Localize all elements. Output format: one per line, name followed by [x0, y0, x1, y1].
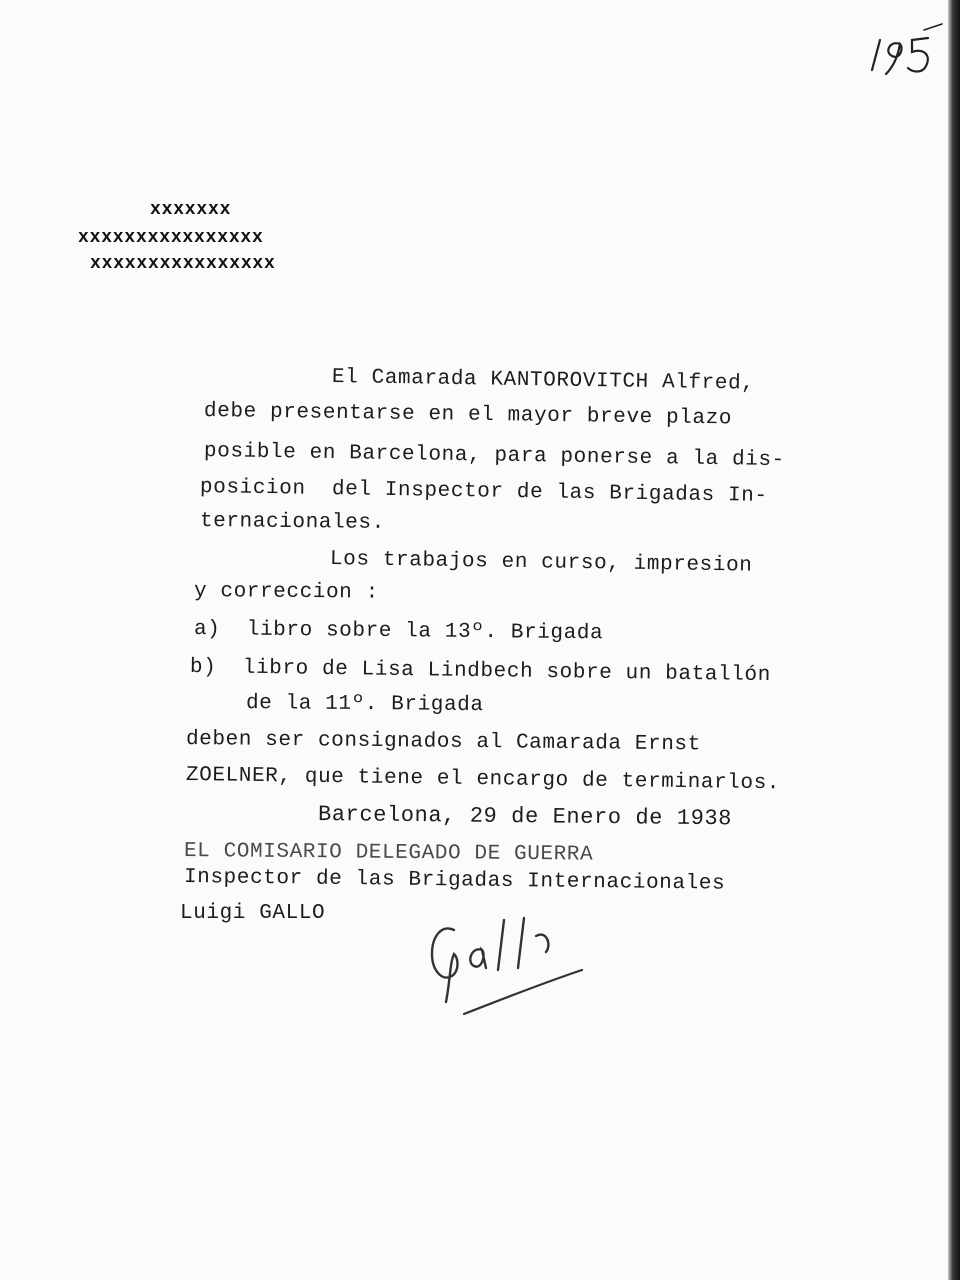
redacted-address-line-3: xxxxxxxxxxxxxxxx: [90, 254, 276, 274]
handwritten-page-number: [862, 22, 948, 82]
body-line: ZOELNER, que tiene el encargo de terminarlos.: [185, 764, 781, 796]
body-line: Los trabajos en curso, impresion: [329, 548, 753, 578]
body-line: posible en Barcelona, para ponerse a la dis-: [203, 440, 785, 473]
redacted-address-line-1: xxxxxxx: [150, 200, 232, 220]
body-line: posicion del Inspector de las Brigadas In-: [199, 476, 768, 508]
body-line: debe presentarse en el mayor breve plazo: [203, 400, 733, 431]
body-line: y correccion :: [193, 580, 379, 605]
handwritten-signature: [420, 910, 600, 1030]
body-line: deben ser consignados al Camarada Ernst: [185, 728, 701, 757]
list-item: a) libro sobre la 13º. Brigada: [193, 618, 604, 646]
signatory-name: Luigi GALLO: [180, 902, 326, 925]
body-line: El Camarada KANTOROVITCH Alfred,: [331, 366, 755, 396]
list-item-continuation: de la 11º. Brigada: [245, 692, 484, 718]
date-line: Barcelona, 29 de Enero de 1938: [317, 802, 733, 832]
redacted-address-line-2: xxxxxxxxxxxxxxxx: [78, 228, 264, 248]
body-line: ternacionales.: [199, 510, 385, 535]
scan-edge-shadow: [948, 0, 960, 1280]
list-item: b) libro de Lisa Lindbech sobre un batallón: [189, 656, 771, 688]
signatory-title: EL COMISARIO DELEGADO DE GUERRA: [183, 840, 594, 867]
signatory-role: Inspector de las Brigadas Internacionales: [183, 866, 726, 896]
